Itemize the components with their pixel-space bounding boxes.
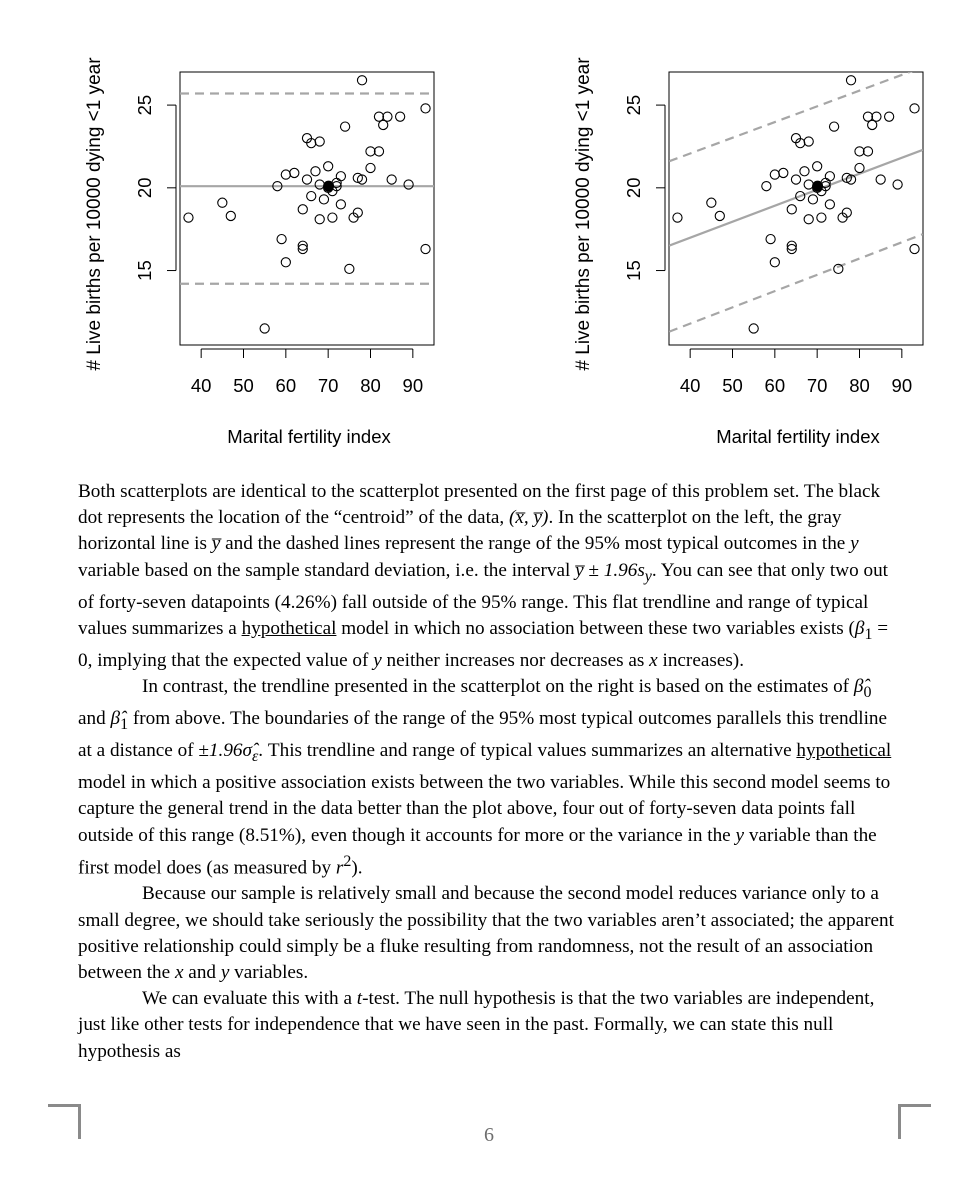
x-tick-label: 70 xyxy=(317,375,339,396)
x-tick-label: 80 xyxy=(360,375,381,396)
data-point xyxy=(808,195,817,204)
data-point xyxy=(707,198,716,207)
reference-lines xyxy=(669,67,923,332)
data-point xyxy=(374,147,383,156)
data-point xyxy=(910,244,919,253)
x-tick-label: 40 xyxy=(190,375,212,396)
data-point xyxy=(804,215,813,224)
x-tick-label: 80 xyxy=(849,375,870,396)
x-axis-label: Marital fertility index xyxy=(716,426,880,447)
data-point xyxy=(766,235,775,244)
data-point xyxy=(379,120,388,129)
y-tick-label: 25 xyxy=(623,94,644,116)
data-point xyxy=(366,163,375,172)
x-tick-label: 50 xyxy=(233,375,254,396)
data-point xyxy=(315,215,324,224)
x-tick-label: 60 xyxy=(764,375,786,396)
data-point xyxy=(307,191,316,200)
data-point xyxy=(893,180,902,189)
data-point xyxy=(830,122,839,131)
y-axis-label: # Live births per 10000 dying <1 year xyxy=(573,57,594,371)
data-point xyxy=(872,112,881,121)
y-tick-label: 25 xyxy=(134,94,155,116)
data-point xyxy=(341,122,350,131)
y-tick-label: 20 xyxy=(623,177,644,199)
paragraph-2: In contrast, the trendline presented in the scatterplot on the right is based on the estimates of $\betâ_0$ and $\betâ_1$ from above. The boundaries of the range of the 95% most typical outcomes parallels this trendline at a distance of $\pm 1.96\sigmâ_\varepsilon$. This trendline and range of typical values summarizes an alternative hypothetical model in which a positive association exists between the two variables. While this second model seems to capture the general trend in the data better than the plot above, four out of forty-seven data points fall outside of this range (8.51%), even though it accounts for more or the variance in the y variable than the first model does (as measured by $r^2$). xyxy=(78,676,892,879)
data-point xyxy=(855,163,864,172)
x-tick-label: 70 xyxy=(806,375,828,396)
data-point xyxy=(218,198,227,207)
data-point xyxy=(855,147,864,156)
data-point xyxy=(885,112,894,121)
scatterplot-right xyxy=(489,0,978,460)
x-tick-label: 40 xyxy=(679,375,701,396)
data-point xyxy=(396,112,405,121)
data-point xyxy=(876,175,885,184)
data-point xyxy=(770,170,779,179)
data-point xyxy=(319,195,328,204)
data-point xyxy=(749,324,758,333)
x-axis-label: Marital fertility index xyxy=(227,426,391,447)
data-point xyxy=(357,76,366,85)
data-point xyxy=(345,264,354,273)
data-point xyxy=(804,180,813,189)
centroid-point xyxy=(813,181,823,191)
data-point xyxy=(298,205,307,214)
data-point xyxy=(421,244,430,253)
data-point xyxy=(863,147,872,156)
data-point xyxy=(281,170,290,179)
scatterplot-left-svg xyxy=(0,0,489,460)
data-point xyxy=(762,182,771,191)
x-tick-label: 60 xyxy=(275,375,297,396)
data-point xyxy=(715,211,724,220)
y-axis-label: # Live births per 10000 dying <1 year xyxy=(84,57,105,371)
data-point xyxy=(315,180,324,189)
x-tick-label: 90 xyxy=(402,375,424,396)
data-point xyxy=(800,167,809,176)
x-tick-label: 50 xyxy=(722,375,743,396)
y-tick-label: 15 xyxy=(623,260,644,281)
data-point xyxy=(787,205,796,214)
data-point xyxy=(825,172,834,181)
x-tick-label: 90 xyxy=(891,375,913,396)
data-point xyxy=(281,258,290,267)
data-point xyxy=(868,120,877,129)
data-point xyxy=(673,213,682,222)
data-point xyxy=(817,213,826,222)
data-point xyxy=(366,147,375,156)
data-point xyxy=(324,162,333,171)
data-point xyxy=(277,235,286,244)
data-point xyxy=(315,137,324,146)
page-number: 6 xyxy=(484,1124,494,1146)
y-tick-label: 15 xyxy=(134,260,155,281)
data-point xyxy=(336,172,345,181)
data-point xyxy=(804,137,813,146)
data-point xyxy=(779,168,788,177)
paragraph-3: Because our sample is relatively small and because the second model reduces variance only to a small degree, we should take seriously the possibility that the two variables aren’t associated; the apparent positive relationship could simply be a fluke resulting from randomness, not the result of an association between the x and y variables. xyxy=(78,883,894,983)
data-point xyxy=(791,175,800,184)
scatterplot-right-svg xyxy=(489,0,978,460)
data-point xyxy=(184,213,193,222)
data-point xyxy=(825,200,834,209)
body-text xyxy=(78,479,900,1065)
data-point xyxy=(226,211,235,220)
data-point xyxy=(910,104,919,113)
y-tick-label: 20 xyxy=(134,177,155,199)
scatterplot-left xyxy=(0,0,489,460)
data-point xyxy=(302,175,311,184)
data-point xyxy=(374,112,383,121)
data-point xyxy=(290,168,299,177)
data-point xyxy=(387,175,396,184)
paragraph-1: Both scatterplots are identical to the scatterplot presented on the first page of this problem set. The black dot represents the location of the “centroid” of the data, (x̅, y̅). In the scatterplot on the left, the gray horizontal line is y̅ and the dashed lines represent the range of the 95% most typical outcomes in the y variable based on the sample standard deviation, i.e. the interval y̅ ± $1.96s_y$. You can see that only two out of forty-seven datapoints (4.26%) fall outside of the 95% range. This flat trendline and range of typical values summarizes a hypothetical model in which no association between these two variables exists ($\beta_1 = 0$, implying that the expected value of y neither increases nor decreases as x increases). xyxy=(78,481,889,671)
data-point xyxy=(260,324,269,333)
data-point xyxy=(336,200,345,209)
data-point xyxy=(328,213,337,222)
data-point xyxy=(421,104,430,113)
data-point xyxy=(846,76,855,85)
centroid-point xyxy=(324,181,334,191)
crop-mark-right xyxy=(898,1104,931,1139)
data-point xyxy=(863,112,872,121)
reference-lines xyxy=(180,94,434,284)
data-point xyxy=(383,112,392,121)
data-point xyxy=(770,258,779,267)
data-point xyxy=(311,167,320,176)
data-point xyxy=(404,180,413,189)
data-point xyxy=(813,162,822,171)
paragraph-4: We can evaluate this with a t-test. The null hypothesis is that the two variables are independent, just like other tests for independence that we have seen in the past. Formally, we can state this null hypothesis as xyxy=(78,988,875,1062)
